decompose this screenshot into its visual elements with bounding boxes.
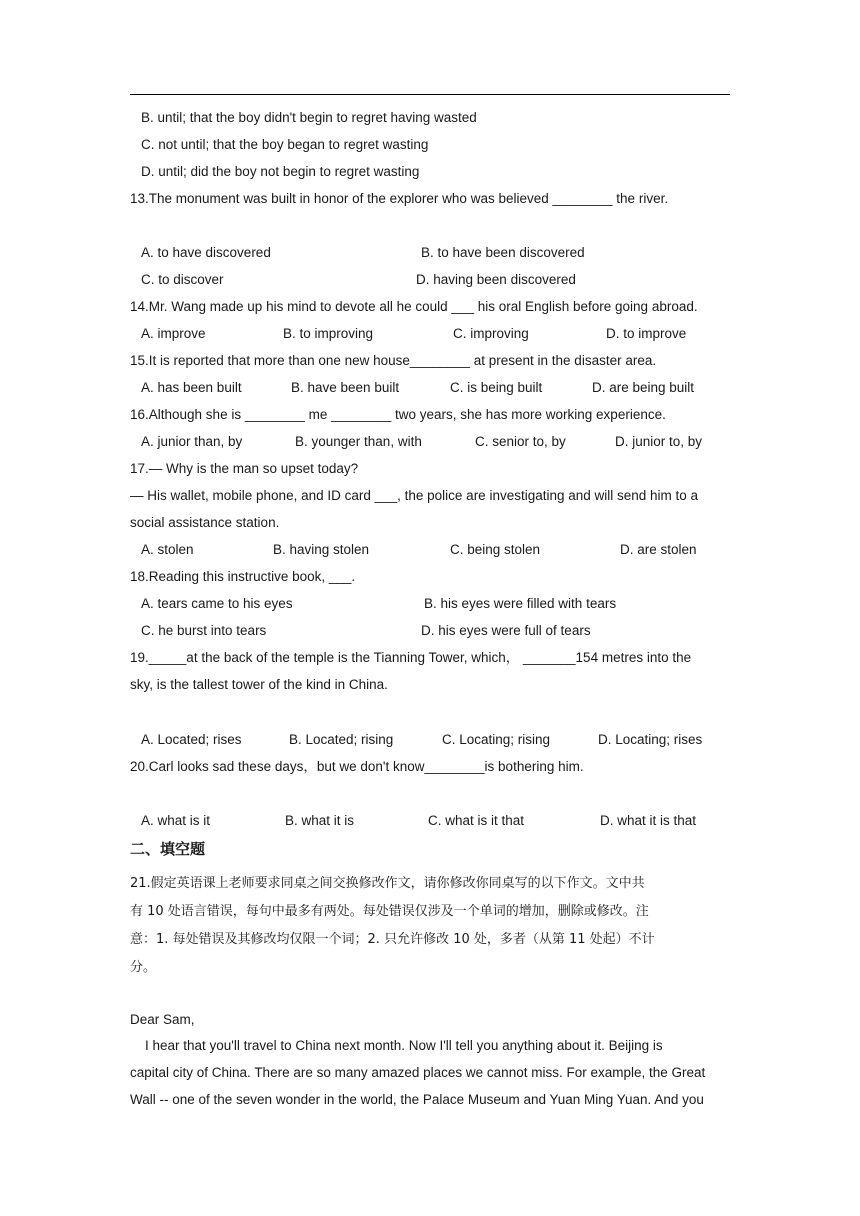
q13-stem: 13.The monument was built in honor of the explorer who was believed ________ the river.	[130, 191, 669, 206]
q19-option-c: C. Locating; rising	[442, 732, 551, 747]
q15-option-c: C. is being built	[450, 380, 543, 395]
letter-line: I hear that you'll travel to China next month. Now I'll tell you anything about it. Beijing is	[130, 1038, 663, 1053]
q19-option-a: A. Located; rises	[141, 732, 242, 747]
q17-answer-line-2: social assistance station.	[130, 515, 280, 530]
q19-option-d: D. Locating; rises	[598, 732, 703, 747]
q13-option-d: D. having been discovered	[416, 272, 576, 287]
q17-answer-line: — His wallet, mobile phone, and ID card ___, the police are investigating and will send him to a	[130, 488, 699, 503]
q17-option-d: D. are stolen	[620, 542, 697, 557]
q15-option-b: B. have been built	[291, 380, 400, 395]
q19-stem: 19._____at the back of the temple is the Tianning Tower, which， _______154 metres into the	[130, 650, 692, 665]
q17-stem: 17.— Why is the man so upset today?	[130, 461, 359, 476]
q17-option-a: A. stolen	[141, 542, 194, 557]
q13-option-c: C. to discover	[141, 272, 224, 287]
q16-option-a: A. junior than, by	[141, 434, 243, 449]
q14-option-c: C. improving	[453, 326, 529, 341]
q14-option-b: B. to improving	[283, 326, 374, 341]
instruction-line: 分。	[130, 960, 157, 975]
q12-option-b: B. until; that the boy didn't begin to regret having wasted	[141, 110, 477, 125]
q17-option-c: C. being stolen	[450, 542, 541, 557]
q20-stem: 20.Carl looks sad these days，but we don't know________is bothering him.	[130, 759, 584, 774]
q13-option-a: A. to have discovered	[141, 245, 271, 260]
q15-stem: 15.It is reported that more than one new house________ at present in the disaster area.	[130, 353, 657, 368]
q18-option-c: C. he burst into tears	[141, 623, 267, 638]
q13-option-b: B. to have been discovered	[421, 245, 585, 260]
q16-stem: 16.Although she is ________ me ________ two years, she has more working experience.	[130, 407, 666, 422]
q16-option-c: C. senior to, by	[475, 434, 566, 449]
q20-option-d: D. what it is that	[600, 813, 697, 828]
letter-greeting: Dear Sam,	[130, 1012, 195, 1027]
q15-option-a: A. has been built	[141, 380, 242, 395]
q16-option-d: D. junior to, by	[615, 434, 703, 449]
q15-option-d: D. are being built	[592, 380, 695, 395]
q14-option-d: D. to improve	[606, 326, 687, 341]
q18-stem: 18.Reading this instructive book, ___.	[130, 569, 356, 584]
q12-option-d: D. until; did the boy not begin to regret wasting	[141, 164, 420, 179]
q17-option-b: B. having stolen	[273, 542, 370, 557]
section-heading: 二、填空题	[130, 840, 206, 858]
q18-option-b: B. his eyes were filled with tears	[424, 596, 617, 611]
instruction-line: 意：1. 每处错误及其修改均仅限一个词；2. 只允许修改 10 处，多者（从第 11 处起）不计	[130, 932, 655, 947]
q19-stem-line-2: sky, is the tallest tower of the kind in China.	[130, 677, 388, 692]
letter-line: Wall -- one of the seven wonder in the world, the Palace Museum and Yuan Ming Yuan. And you	[130, 1092, 704, 1107]
q20-option-c: C. what is it that	[428, 813, 525, 828]
header-rule	[130, 94, 730, 95]
instruction-line: 21.假定英语课上老师要求同桌之间交换修改作文，请你修改你同桌写的以下作文。文中共	[130, 876, 645, 891]
letter-line: capital city of China. There are so many amazed places we cannot miss. For example, the Great	[130, 1065, 706, 1080]
q16-option-b: B. younger than, with	[295, 434, 422, 449]
q14-option-a: A. improve	[141, 326, 206, 341]
q14-stem: 14.Mr. Wang made up his mind to devote all he could ___ his oral English before going abroad.	[130, 299, 698, 314]
q18-option-a: A. tears came to his eyes	[141, 596, 293, 611]
q20-option-b: B. what it is	[285, 813, 355, 828]
q18-option-d: D. his eyes were full of tears	[421, 623, 591, 638]
instruction-line: 有 10 处语言错误，每句中最多有两处。每处错误仅涉及一个单词的增加，删除或修改。注	[130, 904, 649, 919]
q12-option-c: C. not until; that the boy began to regret wasting	[141, 137, 429, 152]
q20-option-a: A. what is it	[141, 813, 211, 828]
q19-option-b: B. Located; rising	[289, 732, 394, 747]
